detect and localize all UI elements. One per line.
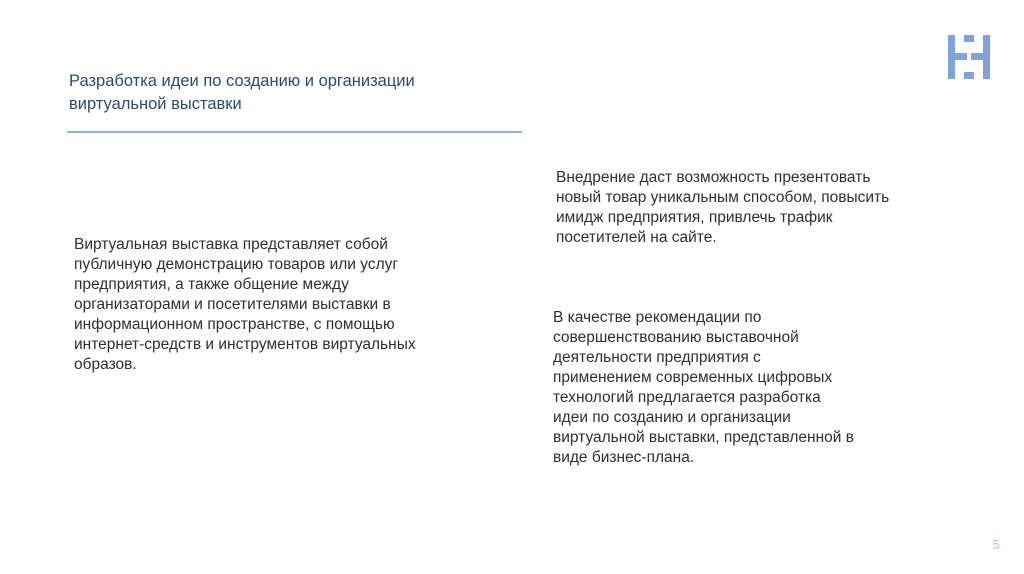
definition-paragraph: Виртуальная выставка представляет собой публичную демонстрацию товаров или услуг предприятия, а также общение между организаторами и посетителями выставки в информационном пространстве, с помощью интернет-средств и инструментов виртуальных образов. bbox=[74, 236, 416, 373]
recommendation-paragraph: В качестве рекомендации по совершенствованию выставочной деятельности предприятия с применением современных цифровых технологий предлагается разработка идеи по созданию и организации виртуальной выставки, представленной в виде бизнес-плана. bbox=[553, 309, 854, 466]
slide-title: Разработка идеи по созданию и организации виртуальной выставки bbox=[69, 72, 415, 113]
title-underline bbox=[67, 131, 522, 133]
page-number: 5 bbox=[992, 537, 1000, 552]
benefits-paragraph: Внедрение даст возможность презентовать новый товар уникальным способом, повысить имидж предприятия, привлечь трафик посетителей на сайте. bbox=[556, 169, 890, 246]
brand-logo-icon bbox=[946, 35, 992, 79]
